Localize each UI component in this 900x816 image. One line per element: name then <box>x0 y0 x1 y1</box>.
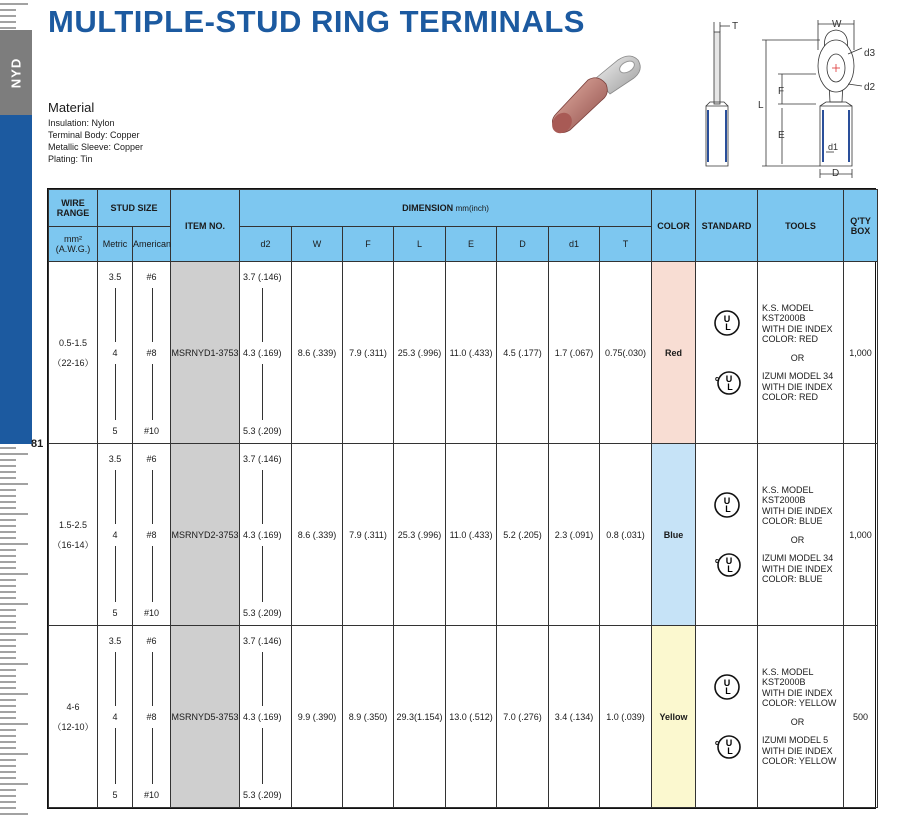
metric-value: 5 <box>112 425 118 436</box>
product-photo <box>548 42 648 142</box>
diagram-label-d1: d1 <box>828 142 839 152</box>
material-line: Terminal Body: Copper <box>48 130 140 140</box>
header-qty-line2: BOX <box>850 225 871 236</box>
diagram-label-d: D <box>832 168 840 179</box>
header-dimension-unit: mm(inch) <box>455 204 489 213</box>
svg-text:c: c <box>714 557 719 565</box>
e-cell: 11.0 (.433) <box>446 444 497 626</box>
diagram-label-e: E <box>778 130 785 141</box>
header-d2: d2 <box>240 227 292 262</box>
metric-cell <box>98 262 133 444</box>
tools-line: K.S. MODEL <box>762 484 814 495</box>
e-cell: 11.0 (.433) <box>446 262 497 444</box>
f-cell: 7.9 (.311) <box>343 262 394 444</box>
wire-awg-value: （12-10） <box>52 721 94 732</box>
american-value: #6 <box>146 453 157 464</box>
page-title: MULTIPLE-STUD RING TERMINALS <box>48 4 585 39</box>
tools-line: WITH DIE INDEX <box>762 687 833 698</box>
w-cell: 8.6 (.339) <box>292 262 343 444</box>
american-value: #6 <box>146 271 157 282</box>
d2-value: 4.3 (.169) <box>243 347 282 358</box>
material-heading: Material <box>48 100 95 115</box>
item-no-cell: MSRNYD2-3753 <box>171 444 240 626</box>
header-item-no: ITEM NO. <box>171 190 240 262</box>
wire-awg-value: （22-16） <box>52 357 94 368</box>
d2-value: 3.7 (.146) <box>243 635 282 646</box>
material-line: Insulation: Nylon <box>48 118 115 128</box>
svg-text:U: U <box>723 677 730 688</box>
svg-text:c: c <box>714 375 719 383</box>
d2-value: 4.3 (.169) <box>243 529 282 540</box>
table-row <box>49 444 878 626</box>
header-d1: d1 <box>549 227 600 262</box>
header-dimension <box>240 190 652 227</box>
wire-range-value: 0.5-1.5 <box>58 337 88 348</box>
svg-text:c: c <box>714 739 719 747</box>
american-value: #8 <box>146 347 157 358</box>
header-wire-awg: (A.W.G.) <box>55 244 91 254</box>
tools-line: IZUMI MODEL 34 <box>762 553 834 563</box>
header-l: L <box>394 227 446 262</box>
tools-cell <box>758 262 844 444</box>
tools-line: COLOR: YELLOW <box>762 698 837 708</box>
metric-value: 4 <box>112 711 118 722</box>
tools-line: WITH DIE INDEX <box>762 323 833 334</box>
l-cell: 25.3 (.996) <box>394 444 446 626</box>
tools-or: OR <box>790 352 805 363</box>
svg-text:L: L <box>726 381 733 392</box>
t-cell: 0.75(.030) <box>600 262 652 444</box>
d1-cell: 3.4 (.134) <box>549 626 600 808</box>
dimension-diagram <box>692 14 884 182</box>
american-value: #10 <box>143 607 160 618</box>
metric-cell <box>98 626 133 808</box>
header-dimension-label: DIMENSION <box>402 203 454 213</box>
tools-or: OR <box>790 716 805 727</box>
tools-cell <box>758 626 844 808</box>
header-w: W <box>292 227 343 262</box>
material-block <box>48 100 143 165</box>
tools-line: WITH DIE INDEX <box>762 505 833 516</box>
svg-text:L: L <box>724 321 731 332</box>
tools-line: COLOR: BLUE <box>762 574 823 584</box>
e-cell: 13.0 (.512) <box>446 626 497 808</box>
wire-awg-value: （16-14） <box>52 539 94 550</box>
tools-cell <box>758 444 844 626</box>
diagram-label-w: W <box>832 19 842 30</box>
wire-range-cell <box>49 262 98 444</box>
metric-cell <box>98 444 133 626</box>
l-cell: 29.3(1.154) <box>394 626 446 808</box>
d2-value: 3.7 (.146) <box>243 453 282 464</box>
d1-cell: 2.3 (.091) <box>549 444 600 626</box>
header-e: E <box>446 227 497 262</box>
d-cell: 7.0 (.276) <box>497 626 549 808</box>
table-row <box>49 262 878 444</box>
svg-text:U: U <box>725 373 732 384</box>
d1-cell: 1.7 (.067) <box>549 262 600 444</box>
f-cell: 8.9 (.350) <box>343 626 394 808</box>
standard-cell <box>696 262 758 444</box>
metric-value: 4 <box>112 347 118 358</box>
header-qty-box <box>844 190 878 262</box>
tools-line: WITH DIE INDEX <box>762 563 833 574</box>
color-cell: Yellow <box>652 626 696 808</box>
diagram-label-d3: d3 <box>864 48 876 59</box>
metric-value: 3.5 <box>108 453 122 464</box>
svg-text:L: L <box>726 563 733 574</box>
header-color: COLOR <box>652 190 696 262</box>
diagram-label-d2: d2 <box>864 82 876 93</box>
standard-cell <box>696 444 758 626</box>
color-cell: Blue <box>652 444 696 626</box>
american-cell <box>133 444 171 626</box>
tools-line: WITH DIE INDEX <box>762 381 833 392</box>
tools-line: WITH DIE INDEX <box>762 745 833 756</box>
material-line: Metallic Sleeve: Copper <box>48 142 144 152</box>
t-cell: 1.0 (.039) <box>600 626 652 808</box>
header-metric: Metric <box>98 227 133 262</box>
w-cell: 9.9 (.390) <box>292 626 343 808</box>
svg-text:U: U <box>725 737 732 748</box>
svg-text:U: U <box>725 555 732 566</box>
tools-line: IZUMI MODEL 5 <box>762 735 829 745</box>
d2-value: 5.3 (.209) <box>243 425 282 436</box>
tools-line: KST2000B <box>762 313 806 323</box>
header-f: F <box>343 227 394 262</box>
svg-text:L: L <box>726 745 733 756</box>
header-d: D <box>497 227 549 262</box>
header-wire-unit <box>49 227 98 262</box>
header-standard: STANDARD <box>696 190 758 262</box>
d2-value: 4.3 (.169) <box>243 711 282 722</box>
spec-table <box>47 188 876 809</box>
tools-line: COLOR: YELLOW <box>762 756 837 766</box>
diagram-label-f: F <box>778 86 785 97</box>
tools-line: COLOR: RED <box>762 392 819 402</box>
w-cell: 8.6 (.339) <box>292 444 343 626</box>
svg-text:U: U <box>723 313 730 324</box>
metric-value: 4 <box>112 529 118 540</box>
american-value: #8 <box>146 711 157 722</box>
qty-cell: 1,000 <box>844 262 878 444</box>
cul-listed-icon <box>712 550 742 580</box>
wire-range-value: 4-6 <box>66 701 80 712</box>
f-cell: 7.9 (.311) <box>343 444 394 626</box>
qty-cell: 1,000 <box>844 444 878 626</box>
american-cell <box>133 626 171 808</box>
d2-value: 5.3 (.209) <box>243 789 282 800</box>
cul-listed-icon <box>712 368 742 398</box>
cul-listed-icon <box>712 732 742 762</box>
header-t: T <box>600 227 652 262</box>
diagram-label-l: L <box>758 100 764 111</box>
wire-range-cell <box>49 444 98 626</box>
header-stud-size: STUD SIZE <box>98 190 171 227</box>
standard-cell <box>696 626 758 808</box>
header-tools: TOOLS <box>758 190 844 262</box>
american-value: #6 <box>146 635 157 646</box>
wire-range-value: 1.5-2.5 <box>58 519 88 530</box>
tools-line: COLOR: RED <box>762 334 819 344</box>
d2-value: 5.3 (.209) <box>243 607 282 618</box>
d-cell: 5.2 (.205) <box>497 444 549 626</box>
diagram-label-t: T <box>732 21 739 32</box>
header-wire-mm: mm² <box>64 234 82 244</box>
tools-line: K.S. MODEL <box>762 302 814 313</box>
header-qty-line1: Q'TY <box>850 215 871 226</box>
metric-value: 3.5 <box>108 271 122 282</box>
svg-text:L: L <box>724 685 731 696</box>
american-value: #10 <box>143 789 160 800</box>
qty-cell: 500 <box>844 626 878 808</box>
d2-cell <box>240 626 292 808</box>
d2-cell <box>240 444 292 626</box>
item-no-cell: MSRNYD5-3753 <box>171 626 240 808</box>
ul-listed-icon <box>712 672 742 702</box>
header-american: American <box>133 227 171 262</box>
metric-value: 5 <box>112 789 118 800</box>
tools-line: IZUMI MODEL 34 <box>762 371 834 381</box>
metric-value: 3.5 <box>108 635 122 646</box>
l-cell: 25.3 (.996) <box>394 262 446 444</box>
tools-line: KST2000B <box>762 495 806 505</box>
wire-range-cell <box>49 626 98 808</box>
d2-value: 3.7 (.146) <box>243 271 282 282</box>
tools-line: COLOR: BLUE <box>762 516 823 526</box>
side-band <box>0 115 32 444</box>
color-cell: Red <box>652 262 696 444</box>
header-wire-range: WIRE RANGE <box>49 190 98 227</box>
tools-line: KST2000B <box>762 677 806 687</box>
american-cell <box>133 262 171 444</box>
material-line: Plating: Tin <box>48 154 93 164</box>
t-cell: 0.8 (.031) <box>600 444 652 626</box>
item-no-cell: MSRNYD1-3753 <box>171 262 240 444</box>
tools-line: K.S. MODEL <box>762 666 814 677</box>
section-tab <box>0 30 32 115</box>
section-tab-label: NYD <box>8 57 24 88</box>
svg-text:U: U <box>723 495 730 506</box>
svg-text:L: L <box>724 503 731 514</box>
metric-value: 5 <box>112 607 118 618</box>
d2-cell <box>240 262 292 444</box>
d-cell: 4.5 (.177) <box>497 262 549 444</box>
table-row <box>49 626 878 808</box>
ul-listed-icon <box>712 490 742 520</box>
tools-or: OR <box>790 534 805 545</box>
american-value: #10 <box>143 425 160 436</box>
page-number: 81 <box>31 438 44 450</box>
american-value: #8 <box>146 529 157 540</box>
ul-listed-icon <box>712 308 742 338</box>
